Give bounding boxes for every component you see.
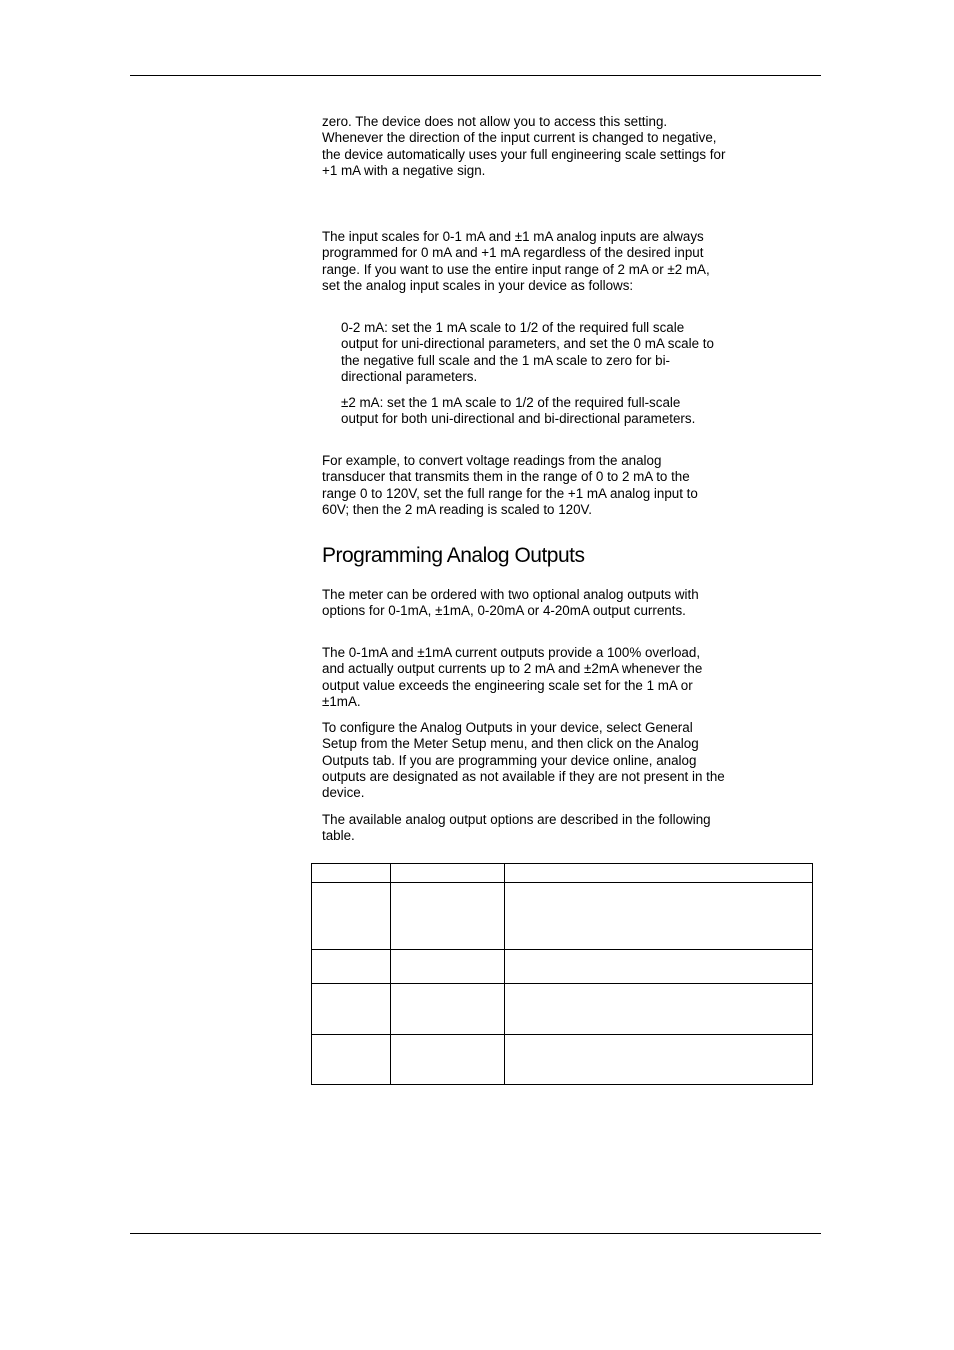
paragraph-overload: The 0-1mA and ±1mA current outputs provide a 100% overload, and actually output currents up to 2 mA and ±2mA whenever the output value exceeds the engineering scale set for the 1 mA or ±1mA. [322,645,703,709]
list-item-pm2ma [341,395,719,428]
table-cell [312,950,391,984]
list-item-text: : set the 1 mA scale to 1/2 of the required full-scale output for both uni-directional and bi-directional parameters. [341,395,696,427]
table-cell [312,883,391,950]
table-header-cell [391,864,505,883]
table-row [312,984,813,1035]
table-cell [391,1035,505,1085]
footer-rule [130,1233,821,1234]
list-item-lead: ±2 mA [341,395,380,410]
paragraph-example: For example, to convert voltage readings from the analog transducer that transmits them in the range of 0 to 2 mA to the range 0 to 120V, set the full range for the +1 mA analog input to 60V; then the 2 mA reading is scaled to 120V. [322,453,698,517]
table-cell [391,950,505,984]
table-row [312,883,813,950]
list-item-text: : set the 1 mA scale to 1/2 of the required full scale output for uni-directional parameters, and set the 0 mA scale to the negative full scale and the 1 mA scale to zero for bi-directional parameters. [341,320,714,384]
paragraph-input-scales: The input scales for 0-1 mA and ±1 mA analog inputs are always programmed for 0 mA and +1 mA regardless of the desired input range. If you want to use the entire input range of 2 mA or ±2 mA, set the analog input scales in your device as follows: [322,229,710,293]
section-heading: Programming Analog Outputs [322,544,585,567]
table-cell [391,984,505,1035]
list-item-0-2ma [341,320,719,385]
table-cell [312,984,391,1035]
table-header-cell [505,864,813,883]
table-cell [505,883,813,950]
paragraph-table-intro: The available analog output options are described in the following table. [322,812,711,844]
table-header-cell [312,864,391,883]
table-cell [505,1035,813,1085]
table-cell [312,1035,391,1085]
table-row [312,1035,813,1085]
table-row [312,950,813,984]
header-rule [130,75,821,76]
paragraph-order: The meter can be ordered with two optional analog outputs with options for 0-1mA, ±1mA, 0-20mA or 4-20mA output currents. [322,587,699,619]
table-cell [391,883,505,950]
analog-options-table [311,863,813,1085]
paragraph-configure: To configure the Analog Outputs in your device, select General Setup from the Meter Setup menu, and then click on the Analog Outputs tab. If you are programming your device online, analog outputs are designated as not available if they are not present in the device. [322,720,725,801]
paragraph-zero: zero. The device does not allow you to access this setting. Whenever the direction of the input current is changed to negative, the device automatically uses your full engineering scale settings for +1 mA with a negative sign. [322,114,726,178]
list-item-lead: 0-2 mA [341,320,385,335]
table-header-row [312,864,813,883]
table-cell [505,950,813,984]
table-cell [505,984,813,1035]
